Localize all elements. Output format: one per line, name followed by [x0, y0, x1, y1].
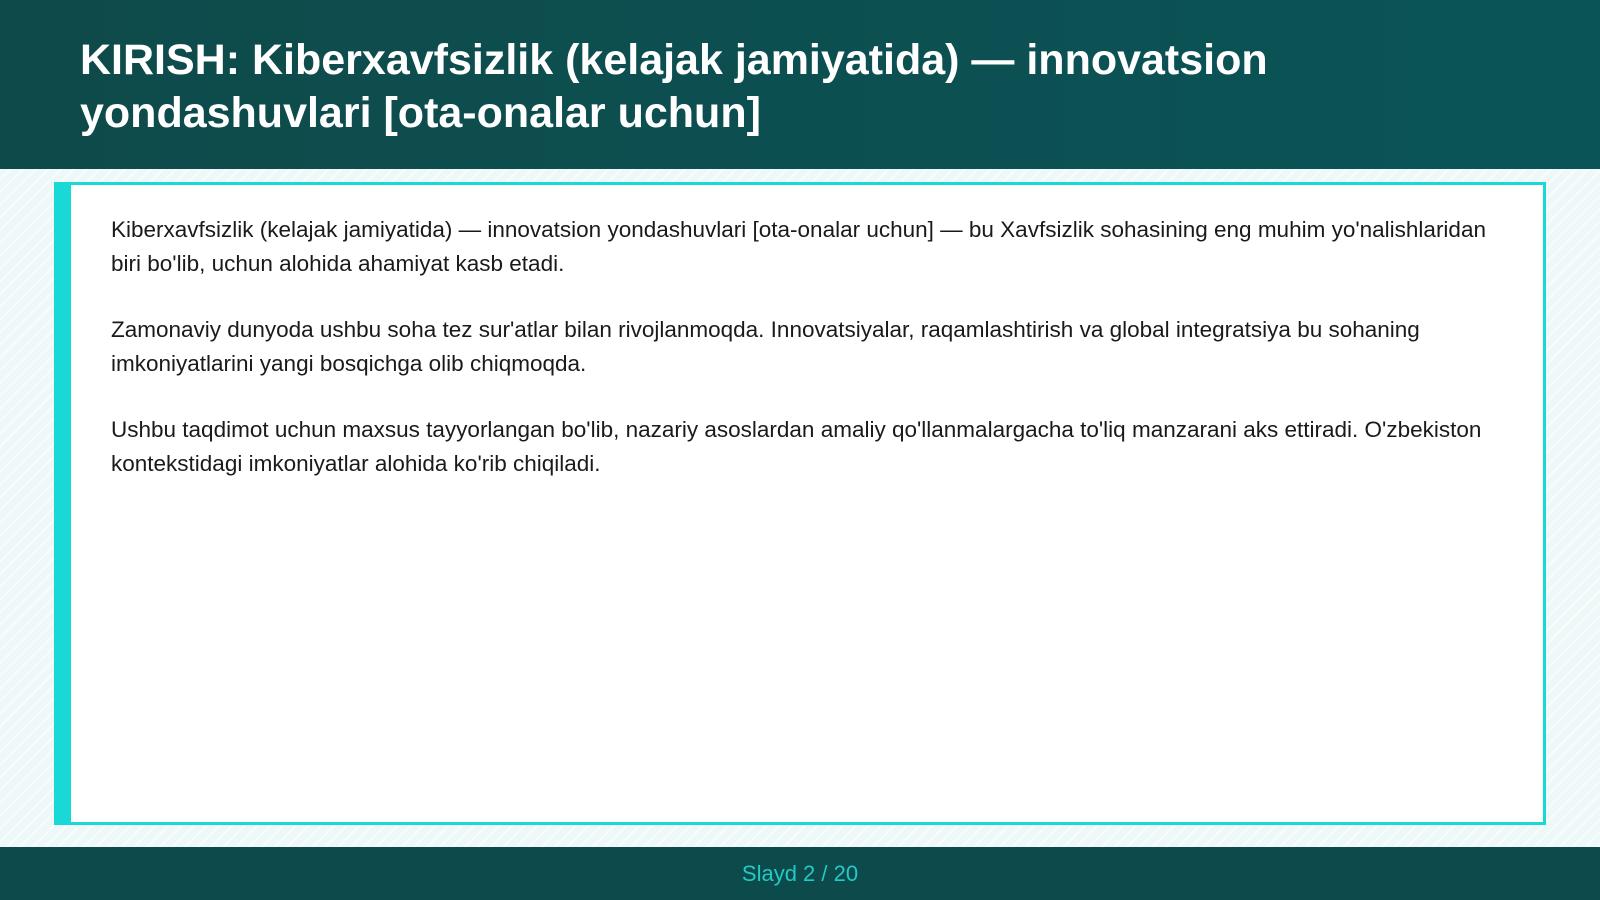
- intro-paragraph-2: Zamonaviy dunyoda ushbu soha tez sur'atlar bilan rivojlanmoqda. Innovatsiyalar, raqamlashtirish va global integratsiya bu sohaning imkoniyatlarini yangi bosqichga olib chiqmoqda.: [111, 317, 1420, 376]
- slide-counter: Slayd 2 / 20: [741, 861, 859, 886]
- slide-header: [0, 0, 1600, 169]
- intro-paragraph-1: Kiberxavfsizlik (kelajak jamiyatida) — innovatsion yondashuvlari [ota-onalar uchun] — bu Xavfsizlik sohasining eng muhim yo'nalishlaridan biri bo'lib, uchun alohida ahamiyat kasb etadi.: [111, 217, 1486, 276]
- intro-paragraph-3: Ushbu taqdimot uchun maxsus tayyorlangan bo'lib, nazariy asoslardan amaliy qo'llanmalargacha to'liq manzarani aks ettiradi. O'zbekiston kontekstidagi imkoniyatlar alohida ko'rib chiqiladi.: [111, 417, 1482, 476]
- slide-title: KIRISH: Kiberxavfsizlik (kelajak jamiyatida) — innovatsion yondashuvlari [ota-onalar uchun]: [80, 36, 1268, 137]
- slide-footer: [0, 847, 1600, 900]
- content-card: [54, 182, 1546, 825]
